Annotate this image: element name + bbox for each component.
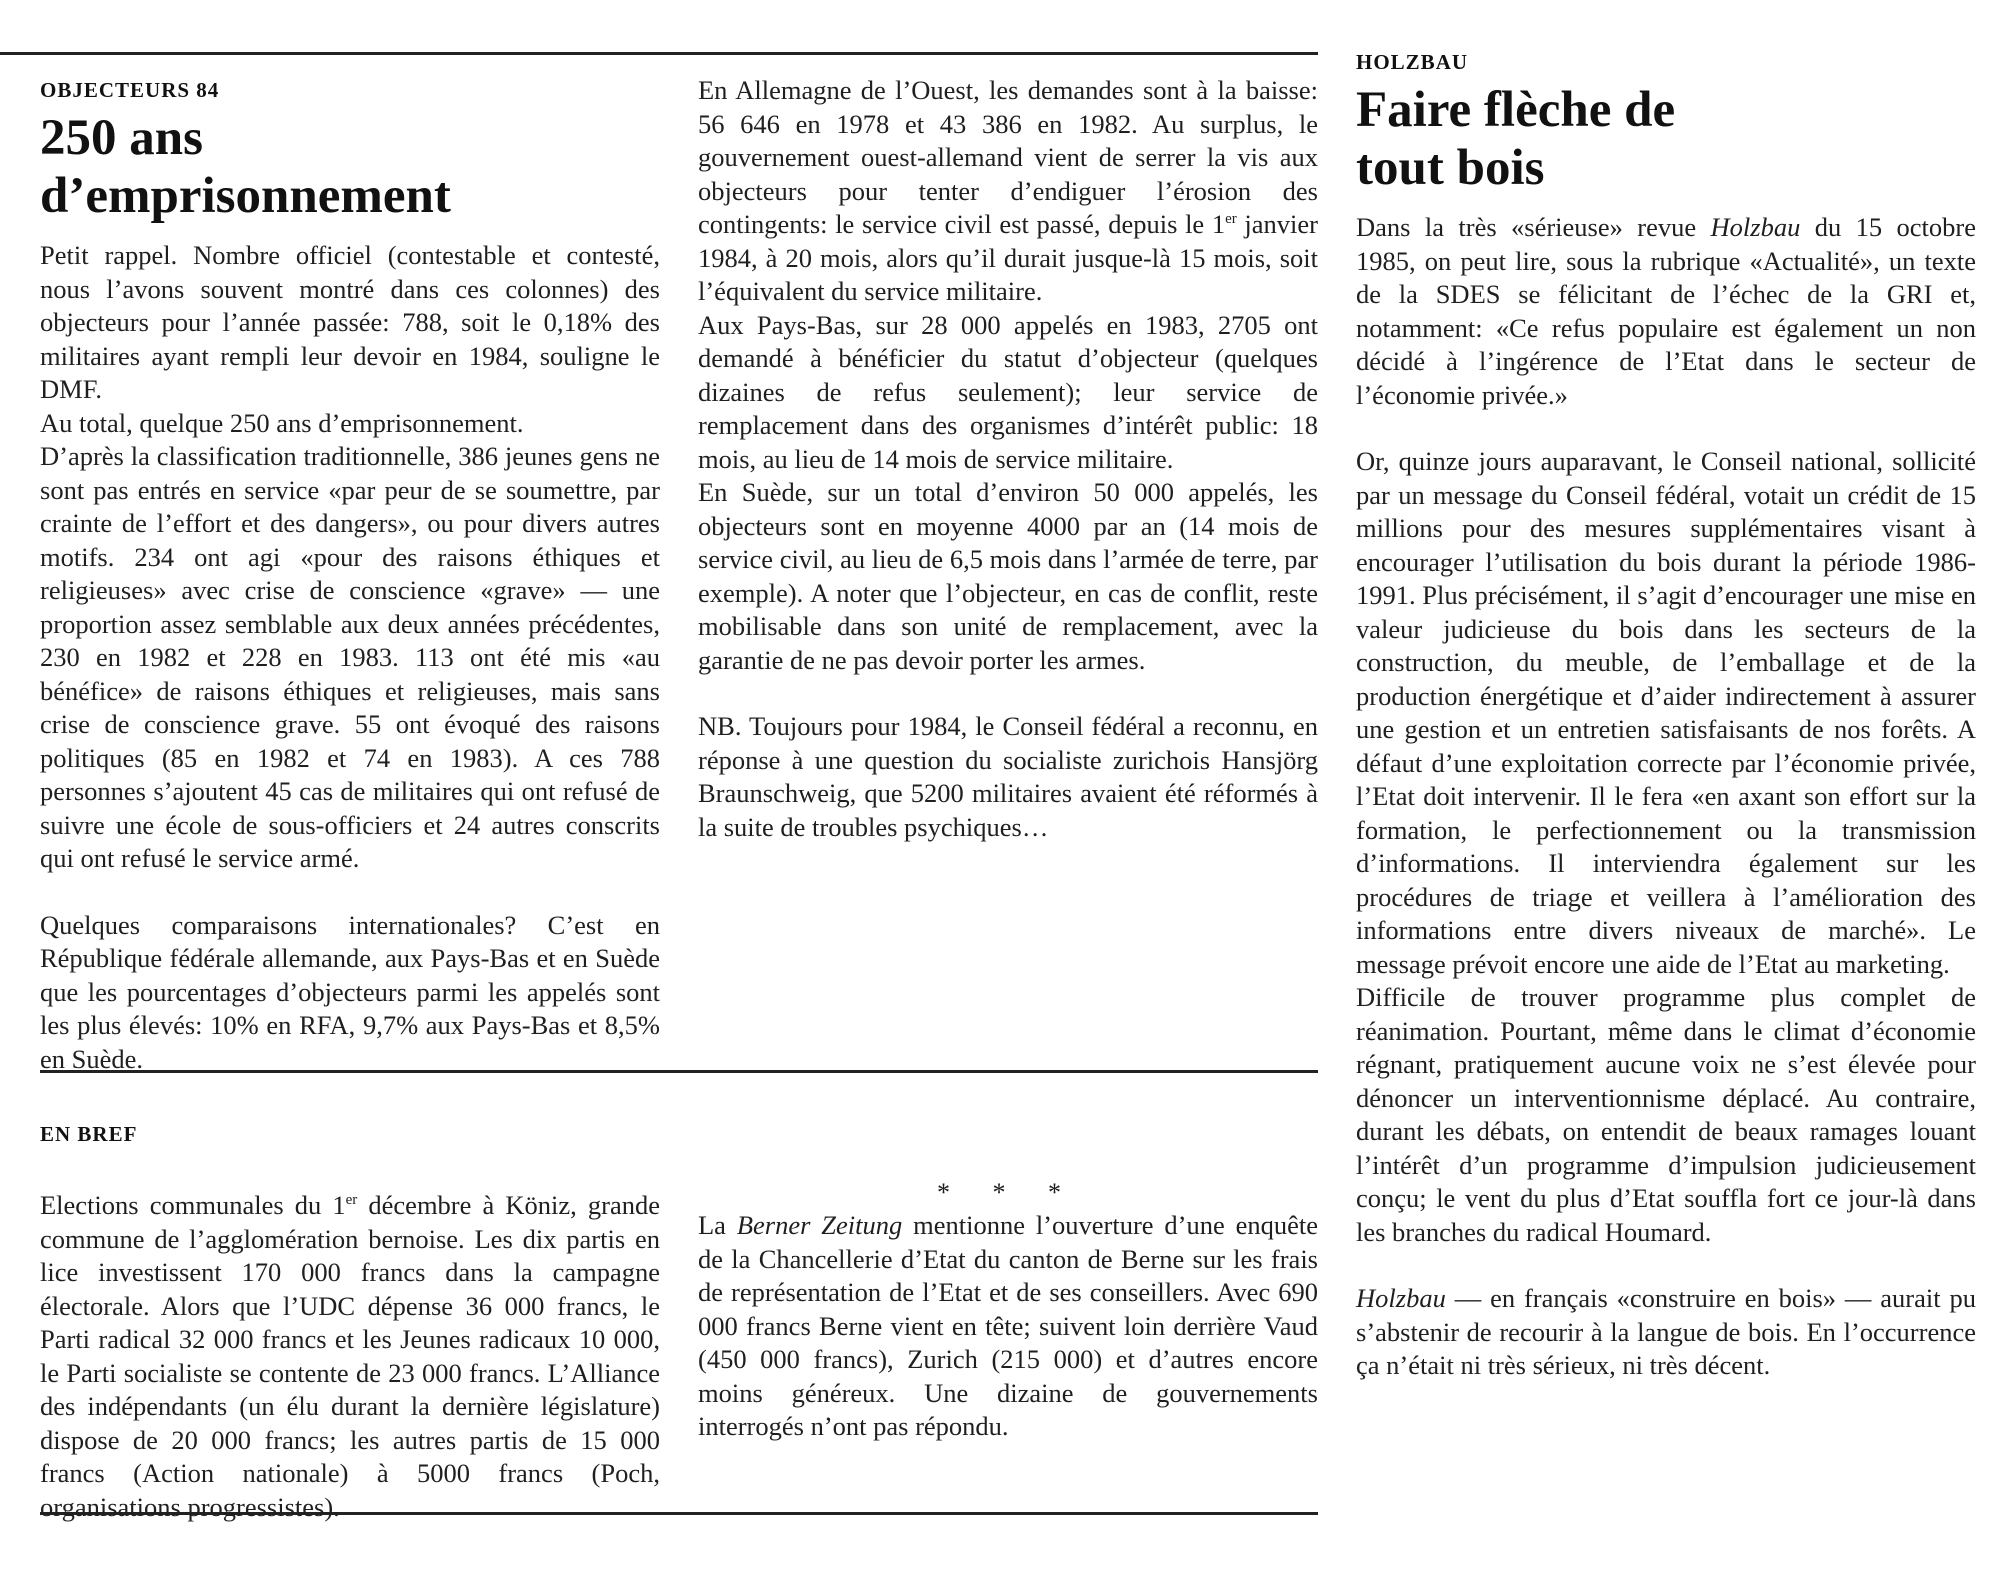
- holzbau-paragraph-4-italic: Holzbau: [1356, 1283, 1446, 1313]
- enbref-paragraph-1: [40, 1189, 660, 1524]
- enbref-paragraph-1-text-a: Elections communales du 1: [40, 1190, 346, 1220]
- objecteurs-paragraph-5-sup: er: [1225, 211, 1237, 228]
- holzbau-headline: Faire flèche de tout bois: [1356, 82, 1676, 196]
- objecteurs-column-2: [698, 74, 1318, 844]
- enbref-paragraph-2-text-b: mentionne l’ouverture d’une enquête de la Chancellerie d’Etat du canton de Berne sur les frais de représentation de l’Etat et de ses conseillers. Avec 690 000 francs Berne vient en tête; suivent loin derrière Vaud (450 000 francs), Zurich (215 000) et d’autres encore moins généreux. Une dizaine de gouvernements interrogés n’ont pas répondu.: [698, 1210, 1318, 1441]
- holzbau-paragraph-4-text: — en français «construire en bois» — aurait pu s’abstenir de recourir à la langue de bois. En l’occurrence ça n’était ni très sérieux, ni très décent.: [1356, 1283, 1976, 1380]
- holzbau-paragraph-2: Or, quinze jours auparavant, le Conseil national, sollicité par un message du Conseil fédéral, votait un crédit de 15 millions pour des mesures supplémentaires visant à encourager l’utilisation du bois durant la période 1986-1991. Plus précisément, il s’agit d’encourager une mise en valeur judicieuse du bois dans les secteurs de la construction, du meuble, de l’emballage et de la production énergétique et d’aider indirectement à assurer une gestion et un entretien satisfaisants de nos forêts. A défaut d’une exploitation correcte par l’économie privée, l’Etat doit intervenir. Il le fera «en axant son effort sur la formation, le perfectionnement ou la transmission d’informations. Il interviendra également sur les procédures de triage et veillera à l’amélioration des informations entre divers niveaux de marché». Le message prévoit encore une aide de l’Etat au marketing.: [1356, 446, 1976, 979]
- objecteurs-paragraph-5: [698, 74, 1318, 309]
- enbref-column-1: [40, 1122, 660, 1524]
- objecteurs-paragraph-3: D’après la classification traditionnelle, 386 jeunes gens ne sont pas entrés en service «par peur de se soumettre, par crainte de l’effort et des dangers», ou pour divers autres motifs. 234 ont agi «pour des raisons éthiques et religieuses» avec crise de conscience «grave» — une proportion assez semblable aux deux années précédentes, 230 en 1982 et 228 en 1983. 113 ont été mis «au bénéfice» de raisons éthiques et religieuses, mais sans crise de conscience grave. 55 ont évoqué des raisons politiques (85 en 1982 et 74 en 1983). A ces 788 personnes s’ajoutent 45 cas de militaires qui ont refusé de suivre une école de sous-officiers et 24 autres conscrits qui ont refusé le service armé.: [40, 441, 660, 873]
- holzbau-paragraph-1-text-b: du 15 octobre 1985, on peut lire, sous la rubrique «Actualité», un texte de la SDES se félicitant de l’échec de la GRI et, notamment: «Ce refus populaire est également un non décidé à l’ingérence de l’Etat dans le secteur de l’économie privée.»: [1356, 212, 1977, 410]
- holzbau-paragraph-1-text-a: Dans la très «sérieuse» revue: [1356, 212, 1711, 242]
- objecteurs-column-1: [40, 78, 660, 1076]
- objecteurs-paragraph-1: Petit rappel. Nombre officiel (contestable et contesté, nous l’avons souvent montré dans ces colonnes) des objecteurs pour l’année passée: 788, soit le 0,18% des militaires ayant rempli leur devoir en 1984, souligne le DMF.: [40, 240, 660, 404]
- objecteurs-headline: 250 ans d’emprisonnement: [40, 110, 451, 224]
- objecteurs-kicker: OBJECTEURS 84: [40, 78, 220, 102]
- holzbau-paragraph-1-italic: Holzbau: [1710, 212, 1801, 242]
- objecteurs-paragraph-8: NB. Toujours pour 1984, le Conseil fédéral a reconnu, en réponse à une question du socialiste zurichois Hansjörg Braunschweig, que 5200 militaires avaient été réformés à la suite de troubles psychiques…: [698, 711, 1318, 842]
- enbref-paragraph-1-sup: er: [345, 1192, 358, 1209]
- holzbau-paragraph-1: [1356, 211, 1976, 412]
- holzbau-kicker: HOLZBAU: [1356, 50, 1469, 74]
- holzbau-paragraph-4: [1356, 1282, 1976, 1383]
- objecteurs-paragraph-6: Aux Pays-Bas, sur 28 000 appelés en 1983, 2705 ont demandé à bénéficier du statut d’objecteur (quelques dizaines de refus seulement); leur service de remplacement dans des organismes d’intérêt public: 18 mois, au lieu de 14 mois de service militaire.: [698, 309, 1318, 474]
- enbref-paragraph-2-text-a: La: [698, 1210, 737, 1240]
- top-rule: [0, 52, 1318, 55]
- enbref-separator-stars: * * *: [937, 1178, 1079, 1207]
- holzbau-column: [1356, 50, 1976, 1383]
- enbref-kicker: EN BREF: [40, 1122, 138, 1146]
- objecteurs-paragraph-7: En Suède, sur un total d’environ 50 000 appelés, les objecteurs sont en moyenne 4000 par an (14 mois de service civil, au lieu de 6,5 mois dans l’armée de terre, par exemple). A noter que l’objecteur, en cas de conflit, reste mobilisable dans son unité de remplacement, avec la garantie de ne pas devoir porter les armes.: [698, 477, 1318, 675]
- enbref-paragraph-1-text-b: décembre à Köniz, grande commune de l’agglomération bernoise. Les dix partis en lice investissent 170 000 francs dans la campagne électorale. Alors que l’UDC dépense 36 000 francs, le Parti radical 32 000 francs et les Jeunes radicaux 10 000, le Parti socialiste se contente de 23 000 francs. L’Alliance des indépendants (un élu durant la dernière législature) dispose de 20 000 francs; les autres partis de 15 000 francs (Action nationale) à 5000 francs (Poch, organisations progressistes).: [40, 1190, 660, 1522]
- enbref-column-2: [698, 1152, 1318, 1444]
- enbref-paragraph-2: [698, 1209, 1318, 1444]
- objecteurs-paragraph-4: Quelques comparaisons internationales? C’est en République fédérale allemande, aux Pays-Bas et en Suède que les pourcentages d’objecteurs parmi les appelés sont les plus élevés: 10% en RFA, 9,7% aux Pays-Bas et 8,5% en Suède.: [40, 909, 660, 1074]
- holzbau-paragraph-3: Difficile de trouver programme plus complet de réanimation. Pourtant, même dans le climat d’économie régnant, pratiquement aucune voix ne s’est élevée pour dénoncer un interventionnisme déplacé. Au contraire, durant les débats, on entendit de beaux ramages louant l’intérêt d’un programme d’impulsion judicieusement conçu; le vent du plus d’Etat souffla fort ce jour-là dans les branches du radical Houmard.: [1356, 982, 1976, 1247]
- enbref-paragraph-2-italic: Berner Zeitung: [736, 1210, 903, 1240]
- objecteurs-paragraph-5-text-a: En Allemagne de l’Ouest, les demandes sont à la baisse: 56 646 en 1978 et 43 386 en 1982. Au surplus, le gouvernement ouest-allemand vient de serrer la vis aux objecteurs pour tenter d’endiguer l’érosion des contingents: le service civil est passé, depuis le 1: [698, 75, 1318, 239]
- objecteurs-paragraph-5-text-b: janvier 1984, à 20 mois, alors qu’il durait jusque-là 15 mois, soit l’équivalent du service militaire.: [698, 209, 1318, 306]
- objecteurs-paragraph-2: Au total, quelque 250 ans d’emprisonnement.: [40, 407, 524, 438]
